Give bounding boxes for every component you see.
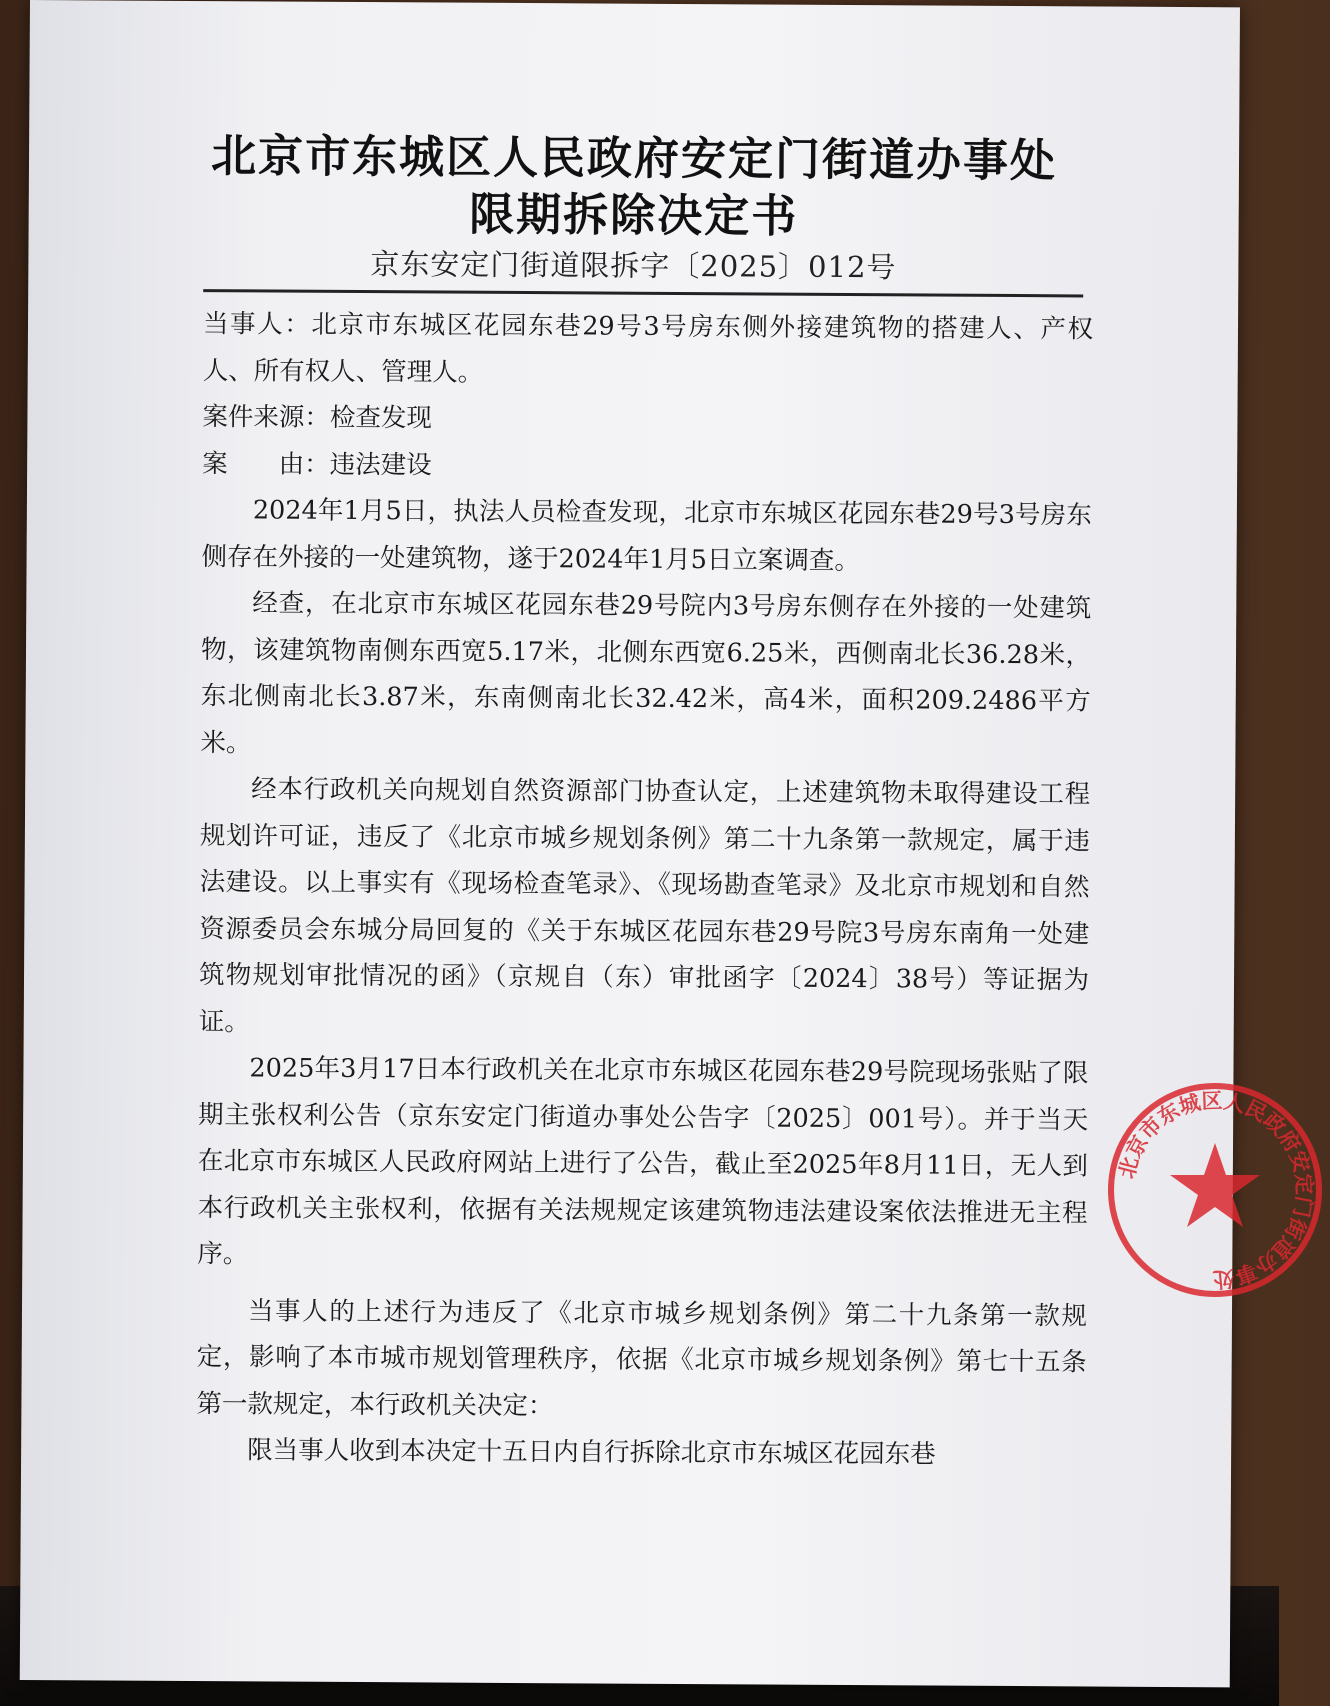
paragraph-6: 限当事人收到本决定十五日内自行拆除北京市东城区花园东巷 bbox=[247, 1435, 936, 1470]
paragraph-5: 当事人的上述行为违反了《北京市城乡规划条例》第二十九条第一款规定，影响了本市城市规划管理秩序，依据《北京市城乡规划条例》第七十五条第一款规定，本行政机关决定： bbox=[196, 1295, 1088, 1421]
party-label: 当事人： bbox=[202, 309, 312, 340]
document-number: 京东安定门街道限拆字〔2025〕012号 bbox=[370, 247, 897, 285]
cause-field bbox=[202, 441, 1092, 493]
paragraph-1: 2024年1月5日，执法人员检查发现，北京市东城区花园东巷29号3号房东侧存在外接的一处建筑物，遂于2024年1月5日立案调查。 bbox=[201, 495, 1092, 576]
document-title-line2: 限期拆除决定书 bbox=[469, 187, 799, 243]
official-seal bbox=[1100, 1075, 1330, 1305]
paragraph-3: 经本行政机关向规划自然资源部门协查认定，上述建筑物未取得建设工程规划许可证，违反了《北京市城乡规划条例》第二十九条第一款规定，属于违法建设。以上事实有《现场检查笔录》、《现场勘查笔录》及北京市规划和自然资源委员会东城分局回复的《关于东城区花园东巷29号院3号房东南角一处建筑物规划审批情况的函》（京规自（东）审批函字〔2024〕38号）等证据为证。 bbox=[198, 774, 1091, 1037]
seal-text: 北京市东城区人民政府安定门街道办事处 bbox=[1114, 1088, 1317, 1292]
document-body bbox=[196, 301, 1093, 1479]
document-page bbox=[20, 0, 1240, 1687]
source-label: 案件来源： bbox=[202, 402, 331, 433]
paragraph-4: 2025年3月17日本行政机关在北京市东城区花园东巷29号院现场张贴了限期主张权利公告（京东安定门街道办事处公告字〔2025〕001号）。并于当天在北京市东城区人民政府网站上进行了公告，截止至2025年8月11日，无人到本行政机关主张权利，依据有关法规规定该建筑物违法建设案依法推进无主程序。 bbox=[197, 1053, 1089, 1270]
seal-star-icon bbox=[1170, 1143, 1260, 1227]
party-value: 北京市东城区花园东巷29号3号房东侧外接建筑物的搭建人、产权人、所有权人、管理人。 bbox=[202, 309, 1094, 388]
source-field bbox=[202, 394, 1092, 446]
source-value: 检查发现 bbox=[329, 402, 433, 434]
document-title-line1: 北京市东城区人民政府安定门街道办事处 bbox=[210, 129, 1058, 188]
cause-label: 案 由： bbox=[202, 448, 330, 480]
cause-value: 违法建设 bbox=[329, 449, 432, 480]
header-divider bbox=[203, 289, 1083, 297]
party-field bbox=[203, 301, 1094, 399]
paragraph-2: 经查，在北京市东城区花园东巷29号院内3号房东侧存在外接的一处建筑物，该建筑物南侧东西宽5.17米，北侧东西宽6.25米，西侧南北长36.28米，东北侧南北长3.87米，东南侧南北长32.42米，高4米，面积209.2486平方米。 bbox=[200, 588, 1092, 758]
